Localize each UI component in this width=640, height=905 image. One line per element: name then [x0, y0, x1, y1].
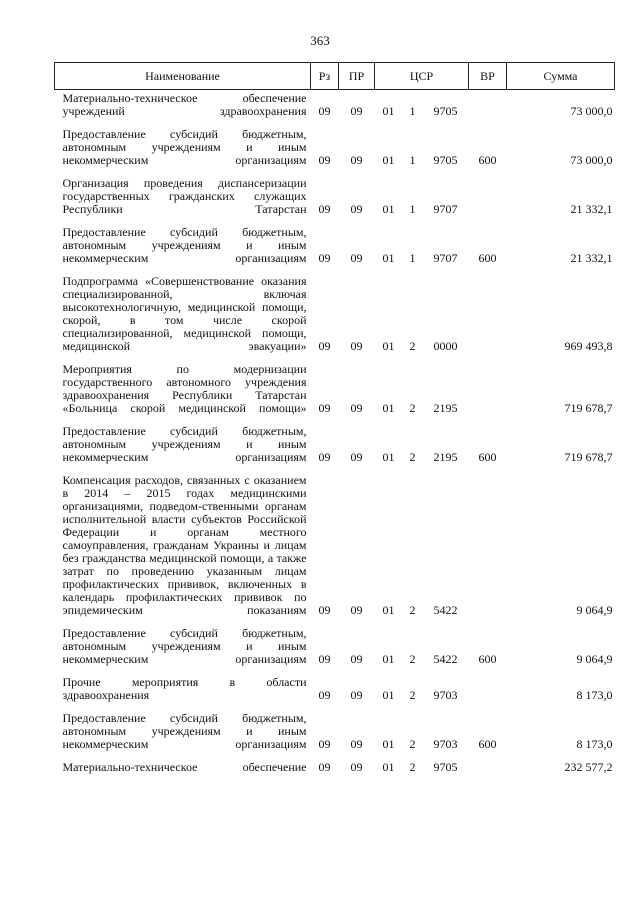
table-row	[55, 472, 615, 625]
cell-c2: 1	[409, 153, 416, 167]
cell-c3: 9703	[433, 737, 458, 751]
table-body	[55, 90, 615, 783]
cell-rz: 09	[318, 450, 331, 464]
table-row	[55, 273, 615, 361]
cell-vr: 600	[478, 450, 497, 464]
row-name-text: Предоставление субсидий бюджетным, автономным учреждениям и иным некоммерческим организациям	[62, 225, 307, 265]
cell-c3: 9705	[433, 153, 458, 167]
header-vr: ВР	[469, 63, 507, 90]
table-row	[55, 710, 615, 759]
cell-pr: 09	[350, 251, 363, 265]
cell-c2: 2	[409, 401, 416, 415]
cell-c1: 01	[382, 251, 395, 265]
cell-vr	[469, 175, 507, 224]
cell-pr: 09	[350, 760, 363, 774]
cell-c2: 2	[409, 688, 416, 702]
cell-rz: 09	[318, 339, 331, 353]
cell-vr	[469, 90, 507, 127]
cell-sum: 232 577,2	[564, 760, 613, 774]
cell-c2: 2	[409, 339, 416, 353]
cell-vr: 600	[478, 737, 497, 751]
row-name-text: Организация проведения диспансеризации государственных гражданских служащих Республики Татарстан	[62, 176, 307, 216]
header-pr: ПР	[339, 63, 375, 90]
row-name-text: Предоставление субсидий бюджетным, автономным учреждениям и иным некоммерческим организациям	[62, 127, 307, 167]
header-name: Наименование	[55, 63, 311, 90]
row-name-text: Предоставление субсидий бюджетным, автономным учреждениям и иным некоммерческим организациям	[62, 424, 307, 464]
cell-sum: 9 064,9	[576, 603, 613, 617]
cell-rz: 09	[318, 688, 331, 702]
cell-name	[55, 759, 311, 782]
table-row	[55, 361, 615, 423]
cell-c2: 1	[409, 251, 416, 265]
cell-c1: 01	[382, 603, 395, 617]
cell-pr: 09	[350, 450, 363, 464]
cell-pr: 09	[350, 603, 363, 617]
cell-c2: 2	[409, 450, 416, 464]
cell-vr	[469, 759, 507, 782]
cell-pr: 09	[350, 339, 363, 353]
cell-name	[55, 90, 311, 127]
row-name-text: Предоставление субсидий бюджетным, автономным учреждениям и иным некоммерческим организациям	[62, 626, 307, 666]
cell-sum: 21 332,1	[570, 251, 613, 265]
cell-sum: 21 332,1	[570, 202, 613, 216]
cell-name	[55, 273, 311, 361]
cell-pr: 09	[350, 401, 363, 415]
row-name-text: Материально-техническое обеспечение	[62, 760, 307, 774]
cell-c1: 01	[382, 401, 395, 415]
cell-c1: 01	[382, 450, 395, 464]
cell-c3: 5422	[433, 603, 458, 617]
cell-c3: 9707	[433, 251, 458, 265]
cell-c1: 01	[382, 153, 395, 167]
cell-vr: 600	[478, 251, 497, 265]
cell-c1: 01	[382, 339, 395, 353]
cell-sum: 73 000,0	[570, 153, 613, 167]
header-sum: Сумма	[507, 63, 615, 90]
cell-rz: 09	[318, 652, 331, 666]
page-number: 363	[310, 33, 330, 48]
cell-pr: 09	[350, 153, 363, 167]
table-header	[55, 63, 615, 90]
cell-vr	[469, 273, 507, 361]
cell-c3: 9707	[433, 202, 458, 216]
table-row	[55, 759, 615, 782]
cell-sum: 73 000,0	[570, 104, 613, 118]
cell-c2: 2	[409, 652, 416, 666]
cell-c2: 1	[409, 104, 416, 118]
cell-vr	[469, 472, 507, 625]
cell-c2: 2	[409, 737, 416, 751]
header-rz: Рз	[311, 63, 339, 90]
cell-sum: 969 493,8	[564, 339, 613, 353]
cell-rz: 09	[318, 760, 331, 774]
cell-name	[55, 361, 311, 423]
cell-name	[55, 674, 311, 710]
cell-c3: 2195	[433, 450, 458, 464]
cell-c3: 9705	[433, 104, 458, 118]
cell-pr: 09	[350, 688, 363, 702]
cell-vr	[469, 674, 507, 710]
row-name-text: Мероприятия по модернизации государственного автономного учреждения здравоохранения Республики Татарстан «Больница скорой медицинской помощи»	[62, 362, 307, 415]
table-row	[55, 175, 615, 224]
table-row	[55, 423, 615, 472]
cell-pr: 09	[350, 652, 363, 666]
cell-name	[55, 126, 311, 175]
cell-rz: 09	[318, 603, 331, 617]
cell-vr	[469, 361, 507, 423]
cell-c2: 1	[409, 202, 416, 216]
row-name-text: Материально-техническое обеспечение учреждений здравоохранения	[62, 91, 307, 118]
table-row	[55, 224, 615, 273]
cell-vr: 600	[478, 652, 497, 666]
cell-sum: 8 173,0	[576, 737, 613, 751]
cell-sum: 9 064,9	[576, 652, 613, 666]
cell-c1: 01	[382, 104, 395, 118]
cell-name	[55, 625, 311, 674]
cell-c3: 2195	[433, 401, 458, 415]
cell-rz: 09	[318, 401, 331, 415]
row-name-text: Компенсация расходов, связанных с оказанием в 2014 – 2015 годах медицинскими организациями, подведом-ственными органам исполнительной власти субъектов Российской Федерации и органам местного самоуправления, гражданам Украины и лицам без гражданства медицинской помощи, а также затрат по проведению указанным лицам профилактических прививок, включенных в календарь профилактических прививок по эпидемическим показаниям	[62, 473, 307, 617]
cell-pr: 09	[350, 104, 363, 118]
cell-rz: 09	[318, 737, 331, 751]
cell-name	[55, 175, 311, 224]
cell-vr: 600	[478, 153, 497, 167]
table-row	[55, 126, 615, 175]
cell-c1: 01	[382, 652, 395, 666]
row-name-text: Прочие мероприятия в области здравоохранения	[62, 675, 307, 702]
cell-c1: 01	[382, 737, 395, 751]
row-name-text: Предоставление субсидий бюджетным, автономным учреждениям и иным некоммерческим организациям	[62, 711, 307, 751]
cell-c2: 2	[409, 760, 416, 774]
cell-pr: 09	[350, 202, 363, 216]
cell-c1: 01	[382, 760, 395, 774]
cell-sum: 719 678,7	[564, 401, 613, 415]
row-name-text: Подпрограмма «Совершенствование оказания специализированной, включая высокотехнологичную, медицинской помощи, скорой, в том числе скорой специализированной, медицинской помощи, медицинской эвакуации»	[62, 274, 307, 353]
cell-name	[55, 423, 311, 472]
cell-rz: 09	[318, 153, 331, 167]
table-row	[55, 90, 615, 127]
cell-c1: 01	[382, 688, 395, 702]
cell-pr: 09	[350, 737, 363, 751]
cell-name	[55, 710, 311, 759]
header-csr: ЦСР	[375, 63, 469, 90]
cell-c3: 0000	[433, 339, 458, 353]
cell-name	[55, 472, 311, 625]
budget-table	[54, 62, 615, 782]
cell-c3: 9705	[433, 760, 458, 774]
cell-c3: 5422	[433, 652, 458, 666]
cell-name	[55, 224, 311, 273]
cell-c1: 01	[382, 202, 395, 216]
cell-sum: 719 678,7	[564, 450, 613, 464]
cell-rz: 09	[318, 104, 331, 118]
cell-sum: 8 173,0	[576, 688, 613, 702]
cell-c3: 9703	[433, 688, 458, 702]
cell-rz: 09	[318, 251, 331, 265]
cell-rz: 09	[318, 202, 331, 216]
cell-c2: 2	[409, 603, 416, 617]
table-row	[55, 625, 615, 674]
table-row	[55, 674, 615, 710]
